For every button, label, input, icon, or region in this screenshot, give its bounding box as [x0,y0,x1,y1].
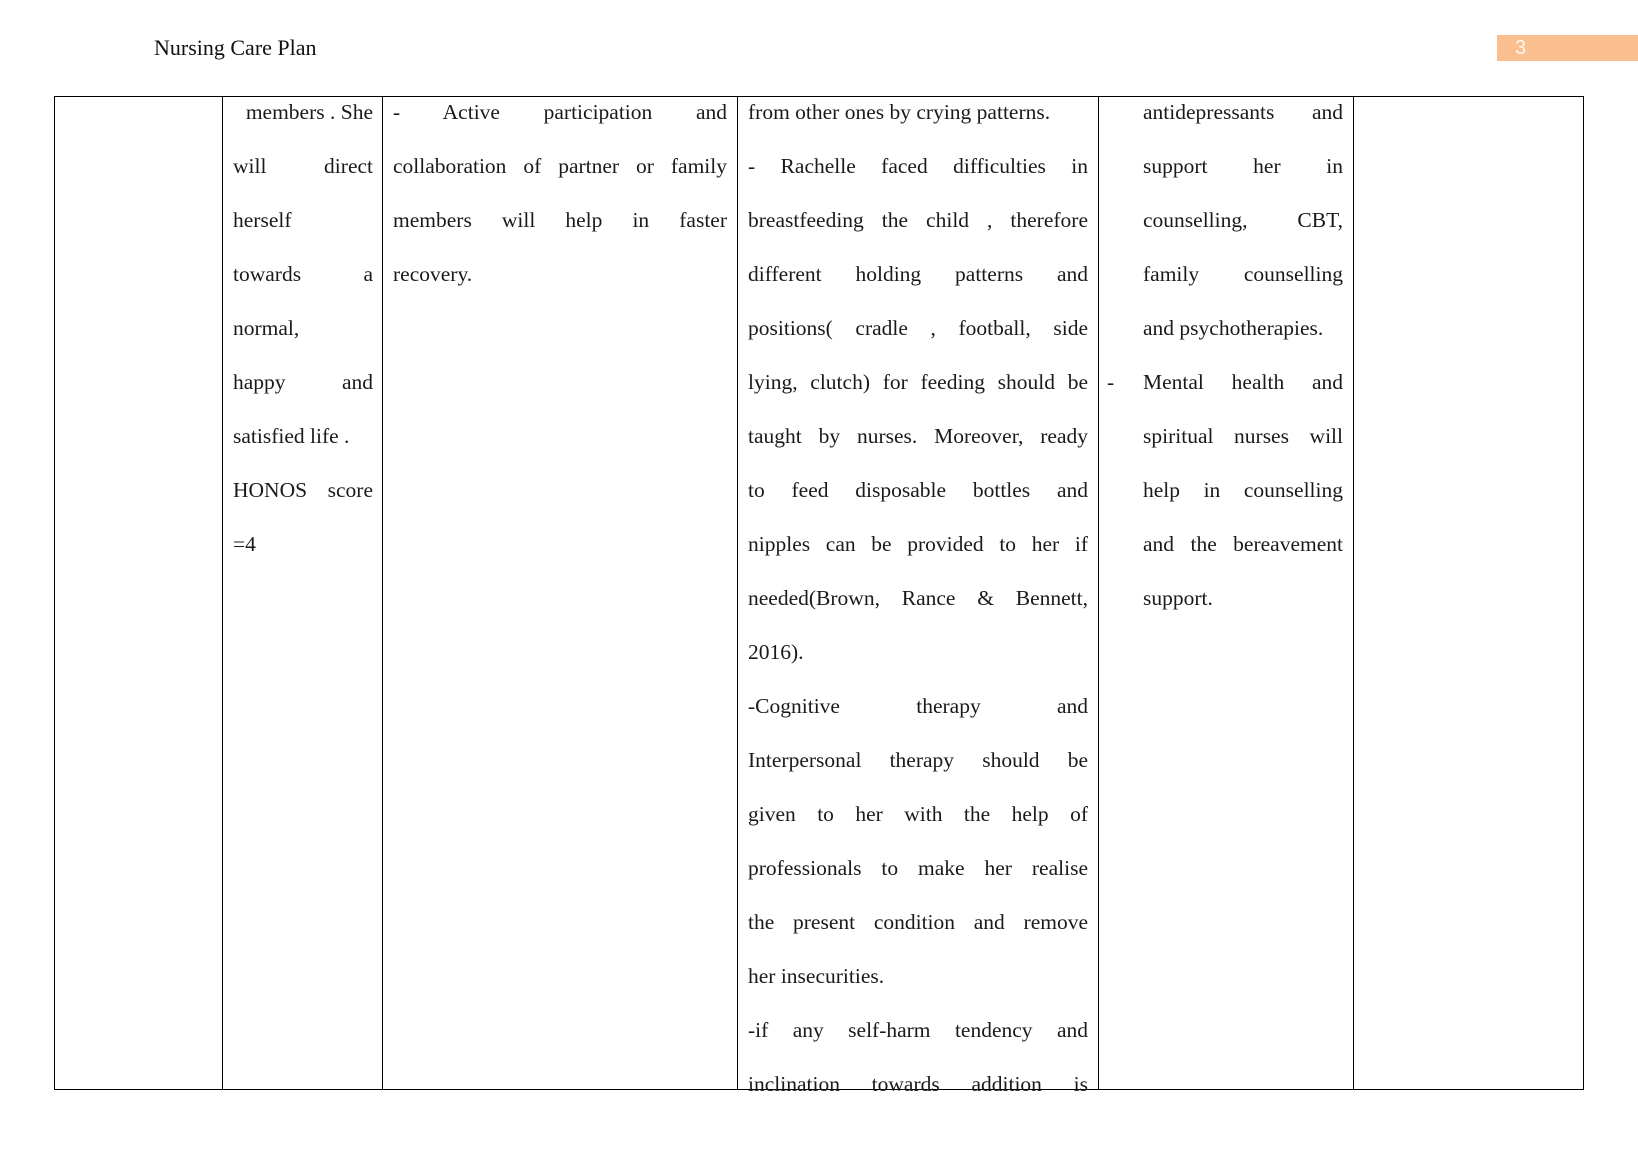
text-line: herself [233,208,292,232]
text-line: support her in [1143,154,1343,178]
page-number: 3 [1515,37,1527,59]
text-line: recovery. [393,262,473,286]
text-line: -if any self-harm tendency and [748,1018,1088,1042]
text-line: given to her with the help of [748,802,1088,826]
table-cell-col-1 [55,97,223,1089]
text-line: help in counselling [1143,478,1343,502]
text-line: from other ones by crying patterns. [748,100,1051,124]
text-line: her insecurities. [748,964,885,988]
text-line: professionals to make her realise [748,856,1088,880]
text-line: will direct [233,154,373,178]
honos-score: =4 [233,532,256,556]
table-cell-col-4 [738,97,1099,1096]
text-line: inclination towards addition is [748,1072,1088,1096]
text-line: and psychotherapies. [1143,316,1324,340]
text-line: to feed disposable bottles and [748,478,1088,502]
text-line: positions( cradle , football, side [748,316,1088,340]
text-line: needed(Brown, Rance & Bennett, [748,586,1088,610]
text-line: normal, [233,316,300,340]
text-line: - Rachelle faced difficulties in [748,154,1088,178]
text-line: collaboration of partner or family [393,154,727,178]
goal-text [233,85,373,571]
text-line: support. [1143,586,1213,610]
text-line: happy and [233,370,373,394]
text-line: family counselling [1143,262,1343,286]
support-text [1107,85,1343,625]
text-line: -Cognitive therapy and [748,694,1088,718]
table-cell-col-5 [1099,97,1354,1089]
text-line: - Active participation and [393,100,727,124]
text-line: Interpersonal therapy should be [748,748,1088,772]
text-line: towards a [233,262,373,286]
text-line: breastfeeding the child , therefore [748,208,1088,232]
running-header-title: Nursing Care Plan [154,35,317,60]
nursing-care-plan-table [54,96,1584,1096]
text-line: satisfied life . [233,424,350,448]
text-line: taught by nurses. Moreover, ready [748,424,1088,448]
text-line: spiritual nurses will [1143,424,1343,448]
text-line: counselling, CBT, [1143,208,1343,232]
bullet-line [1107,355,1343,409]
text-line: nipples can be provided to her if [748,532,1088,556]
text-line: antidepressants and [1143,100,1343,124]
table-cell-col-6 [1354,97,1583,1089]
table-cell-col-3 [383,97,738,1089]
text-line: the present condition and remove [748,910,1088,934]
text-line: members will help in faster [393,208,727,232]
text-line: members . She [245,100,373,124]
table-cell-col-2 [223,97,383,1089]
rationale-text [393,85,727,301]
list-bullet-dash: - [1107,370,1115,394]
page-number-badge [1497,35,1638,61]
interventions-text [748,85,1088,1111]
text-line: 2016). [748,640,804,664]
text-line: lying, clutch) for feeding should be [748,370,1088,394]
text-line: different holding patterns and [748,262,1088,286]
text-line: and the bereavement [1143,532,1343,556]
text-line: Mental health and [1143,370,1343,394]
text-line: HONOS score [233,478,373,502]
